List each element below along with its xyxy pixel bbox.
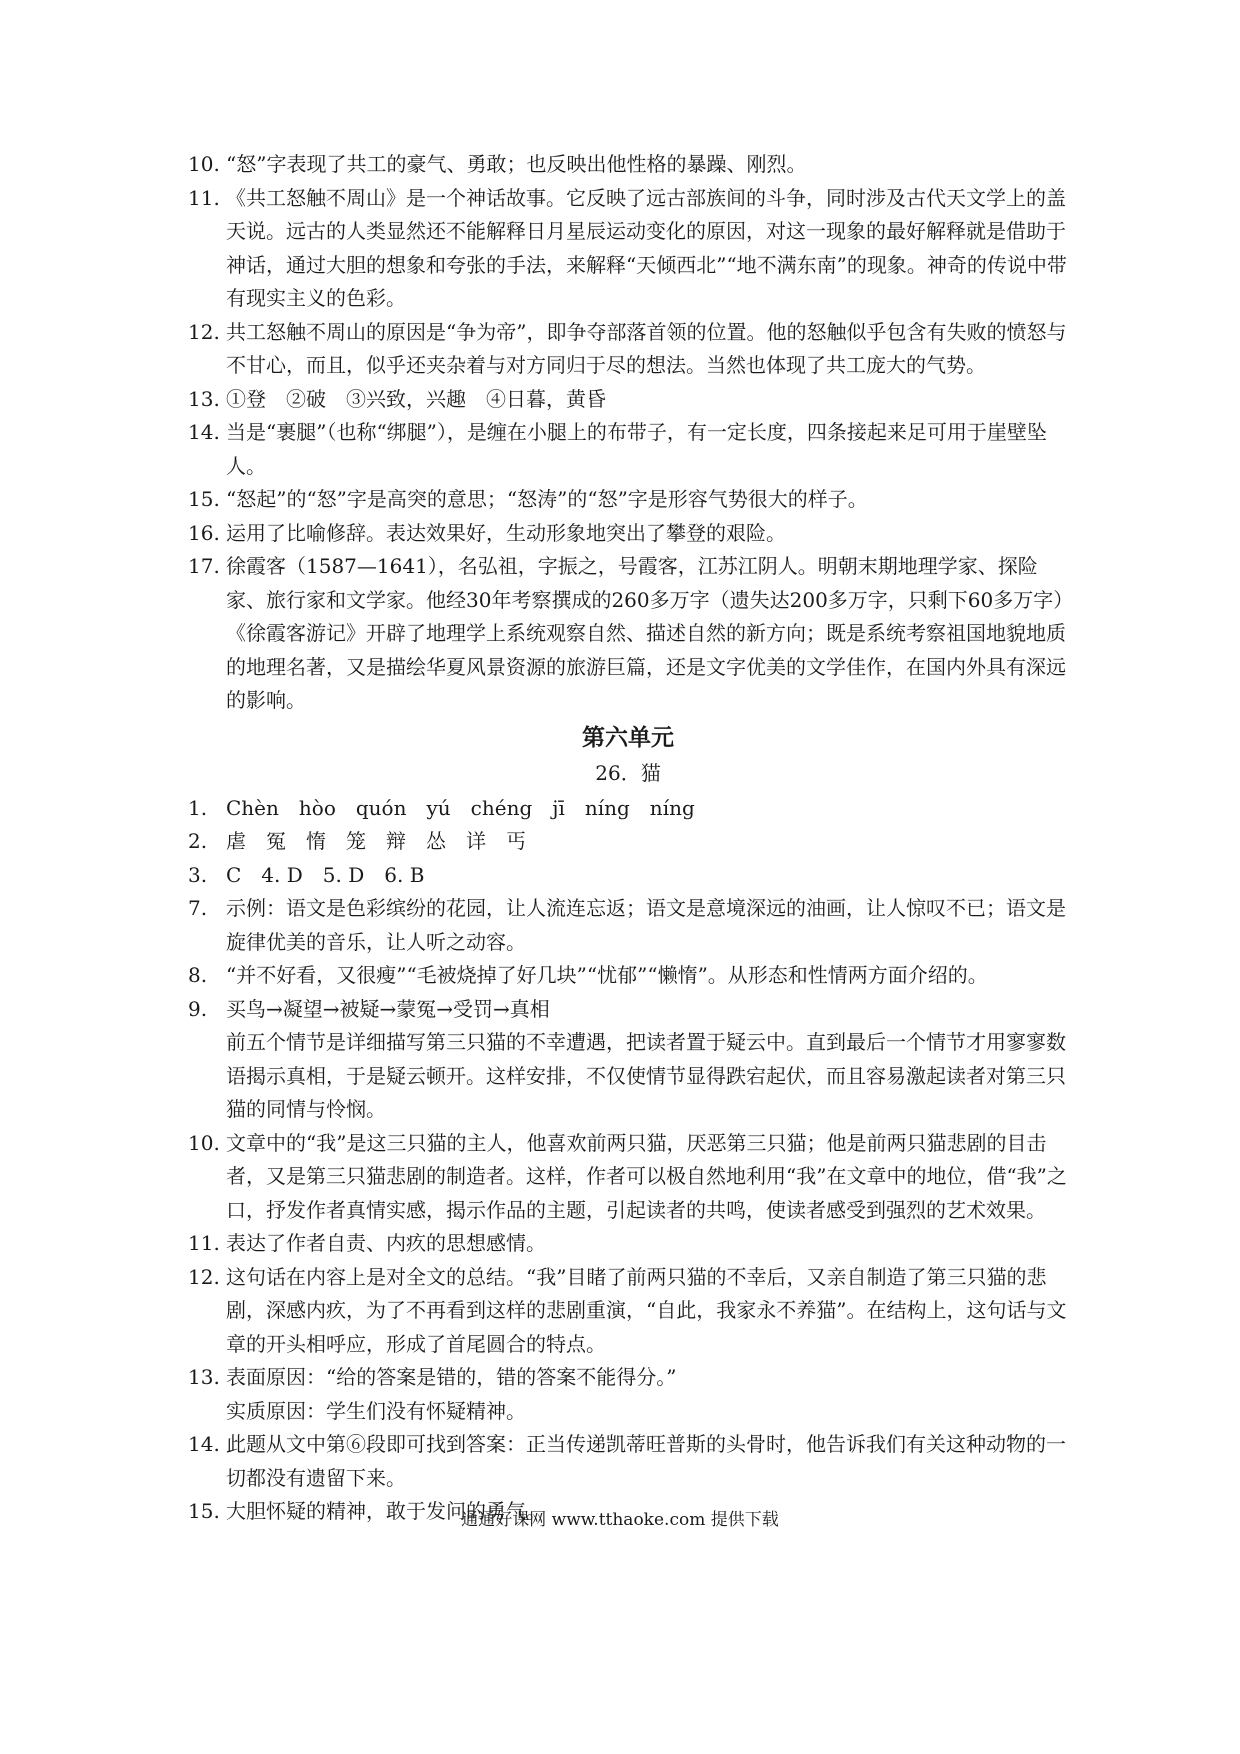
answer-item <box>188 1227 1068 1261</box>
answer-text <box>226 383 1068 417</box>
answer-paragraph: 运用了比喻修辞。表达效果好，生动形象地突出了攀登的艰险。 <box>226 520 786 545</box>
answer-text <box>226 892 1068 959</box>
answer-text <box>226 792 1068 826</box>
answer-text <box>226 1428 1068 1495</box>
answer-paragraph: ①登 ②破 ③兴致，兴趣 ④日暮，黄昏 <box>226 386 606 411</box>
answer-number: 2. <box>188 829 208 853</box>
answer-number: 10. <box>188 1130 220 1155</box>
answer-paragraph: 实质原因：学生们没有怀疑精神。 <box>226 1398 526 1423</box>
answer-item <box>188 1261 1068 1362</box>
answer-number: 10. <box>188 152 220 176</box>
answer-text <box>226 517 1068 551</box>
answer-item <box>188 993 1068 1127</box>
answer-number: 12. <box>188 319 220 344</box>
answer-number: 1. <box>188 795 208 820</box>
answer-item <box>188 517 1068 551</box>
answer-paragraph: 前五个情节是详细描写第三只猫的不幸遭遇，把读者置于疑云中。直到最后一个情节才用寥寥数语揭示真相，于是疑云顿开。这样安排，不仅使情节显得跌宕起伏，而且容易激起读者对第三只猫的同情与怜悯。 <box>226 1030 1066 1121</box>
answer-paragraph: 买鸟→凝望→被疑→蒙冤→受罚→真相 <box>226 996 550 1021</box>
answer-number: 17. <box>188 554 220 578</box>
answer-paragraph: 表面原因：“给的答案是错的，错的答案不能得分。” <box>226 1365 677 1389</box>
answer-text <box>226 182 1068 316</box>
answer-item <box>188 483 1068 517</box>
answer-number: 15. <box>188 487 220 511</box>
answer-item <box>188 892 1068 959</box>
answer-text <box>226 859 1068 893</box>
answer-text <box>226 1261 1068 1362</box>
answer-number: 16. <box>188 520 220 545</box>
answer-paragraph: 《共工怒触不周山》是一个神话故事。它反映了远古部族间的斗争，同时涉及古代天文学上的盖天说。远古的人类显然还不能解释日月星辰运动变化的原因，对这一现象的最好解释就是借助于神话，通过大胆的想象和夸张的手法，来解释“天倾西北”“地不满东南”的现象。神奇的传说中带有现实主义的色彩。 <box>226 185 1067 310</box>
answer-text <box>226 316 1068 383</box>
answer-item <box>188 959 1068 993</box>
unit-heading: 第六单元 <box>582 724 674 751</box>
answer-number: 8. <box>188 963 208 987</box>
answer-item <box>188 1428 1068 1495</box>
answer-paragraph: 表达了作者自责、内疚的思想感情。 <box>226 1231 546 1255</box>
answer-text <box>226 550 1068 718</box>
answer-paragraph: 当是“裹腿”（也称“绑腿”），是缠在小腿上的布带子，有一定长度，四条接起来足可用于崖壁坠人。 <box>226 420 1047 478</box>
answer-item <box>188 550 1068 718</box>
answer-number: 7. <box>188 896 208 920</box>
answer-text <box>226 1127 1068 1228</box>
answer-page <box>188 148 1068 1529</box>
answer-item <box>188 1127 1068 1228</box>
answer-item <box>188 148 1068 182</box>
answer-number: 11. <box>188 1231 220 1255</box>
answer-number: 13. <box>188 1365 220 1389</box>
answer-number: 9. <box>188 996 208 1021</box>
answer-text <box>226 1227 1068 1261</box>
answer-number: 14. <box>188 1432 220 1456</box>
answer-item <box>188 792 1068 826</box>
answer-text <box>226 1361 1068 1428</box>
answers-lesson-26 <box>188 792 1068 1529</box>
answer-number: 11. <box>188 185 220 210</box>
answer-text <box>226 993 1068 1127</box>
answer-text <box>226 416 1068 483</box>
page-footer: 通通好课网 www.tthaoke.com 提供下载 <box>461 1510 779 1530</box>
answer-item <box>188 825 1068 859</box>
answer-paragraph: 虐 冤 惰 笼 辩 怂 详 丐 <box>226 829 526 853</box>
lesson-heading: 26．猫 <box>595 760 661 785</box>
answer-text <box>226 959 1068 993</box>
answer-number: 13. <box>188 386 220 411</box>
answer-number: 15. <box>188 1499 220 1523</box>
answer-item <box>188 416 1068 483</box>
answer-paragraph: “并不好看，又很瘦”“毛被烧掉了好几块”“忧郁”“懒惰”。从形态和性情两方面介绍的。 <box>226 963 988 987</box>
answer-paragraph: 此题从文中第⑥段即可找到答案：正当传递凯蒂旺普斯的头骨时，他告诉我们有关这种动物的一切都没有遗留下来。 <box>226 1432 1066 1490</box>
answer-text <box>226 825 1068 859</box>
answer-number: 12. <box>188 1264 220 1289</box>
answer-item <box>188 316 1068 383</box>
answer-item <box>188 859 1068 893</box>
answer-paragraph: “怒起”的“怒”字是高突的意思；“怒涛”的“怒”字是形容气势很大的样子。 <box>226 487 868 511</box>
answer-text <box>226 148 1068 182</box>
answer-paragraph: “怒”字表现了共工的豪气、勇敢；也反映出他性格的暴躁、刚烈。 <box>226 152 807 176</box>
answer-paragraph: 共工怒触不周山的原因是“争为帝”，即争夺部落首领的位置。他的怒触似乎包含有失败的愤怒与不甘心，而且，似乎还夹杂着与对方同归于尽的想法。当然也体现了共工庞大的气势。 <box>226 319 1067 377</box>
answer-paragraph: 徐霞客（1587—1641），名弘祖，字振之，号霞客，江苏江阴人。明朝末期地理学家、探险家、旅行家和文学家。他经30年考察撰成的260多万字（遗失达200多万字，只剩下60多万字）《徐霞客游记》开辟了地理学上系统观察自然、描述自然的新方向；既是系统考察祖国地貌地质的地理名著，又是描绘华夏风景资源的旅游巨篇，还是文字优美的文学佳作，在国内外具有深远的影响。 <box>226 554 1066 712</box>
answer-paragraph: 大胆怀疑的精神，敢于发问的勇气。 <box>226 1499 546 1523</box>
answer-paragraph: 文章中的“我”是这三只猫的主人，他喜欢前两只猫，厌恶第三只猫；他是前两只猫悲剧的目击者，又是第三只猫悲剧的制造者。这样，作者可以极自然地利用“我”在文章中的地位，借“我”之口，抒发作者真情实感，揭示作品的主题，引起读者的共鸣，使读者感受到强烈的艺术效果。 <box>226 1130 1067 1222</box>
answer-number: 3. <box>188 862 208 887</box>
answer-item <box>188 182 1068 316</box>
answer-paragraph: Chèn hòo quón yú chéng jī níng níng <box>226 795 695 820</box>
answer-paragraph: 这句话在内容上是对全文的总结。“我”目睹了前两只猫的不幸后，又亲自制造了第三只猫的悲剧，深感内疚，为了不再看到这样的悲剧重演，“自此，我家永不养猫”。在结构上，这句话与文章的开头相呼应，形成了首尾圆合的特点。 <box>226 1264 1067 1356</box>
answer-paragraph: C 4. D 5. D 6. B <box>226 862 425 887</box>
answer-number: 14. <box>188 420 220 444</box>
answer-paragraph: 示例：语文是色彩缤纷的花园，让人流连忘返；语文是意境深远的油画，让人惊叹不已；语文是旋律优美的音乐，让人听之动容。 <box>226 896 1066 954</box>
answers-previous-unit <box>188 148 1068 718</box>
answer-item <box>188 383 1068 417</box>
answer-item <box>188 1361 1068 1428</box>
answer-text <box>226 483 1068 517</box>
